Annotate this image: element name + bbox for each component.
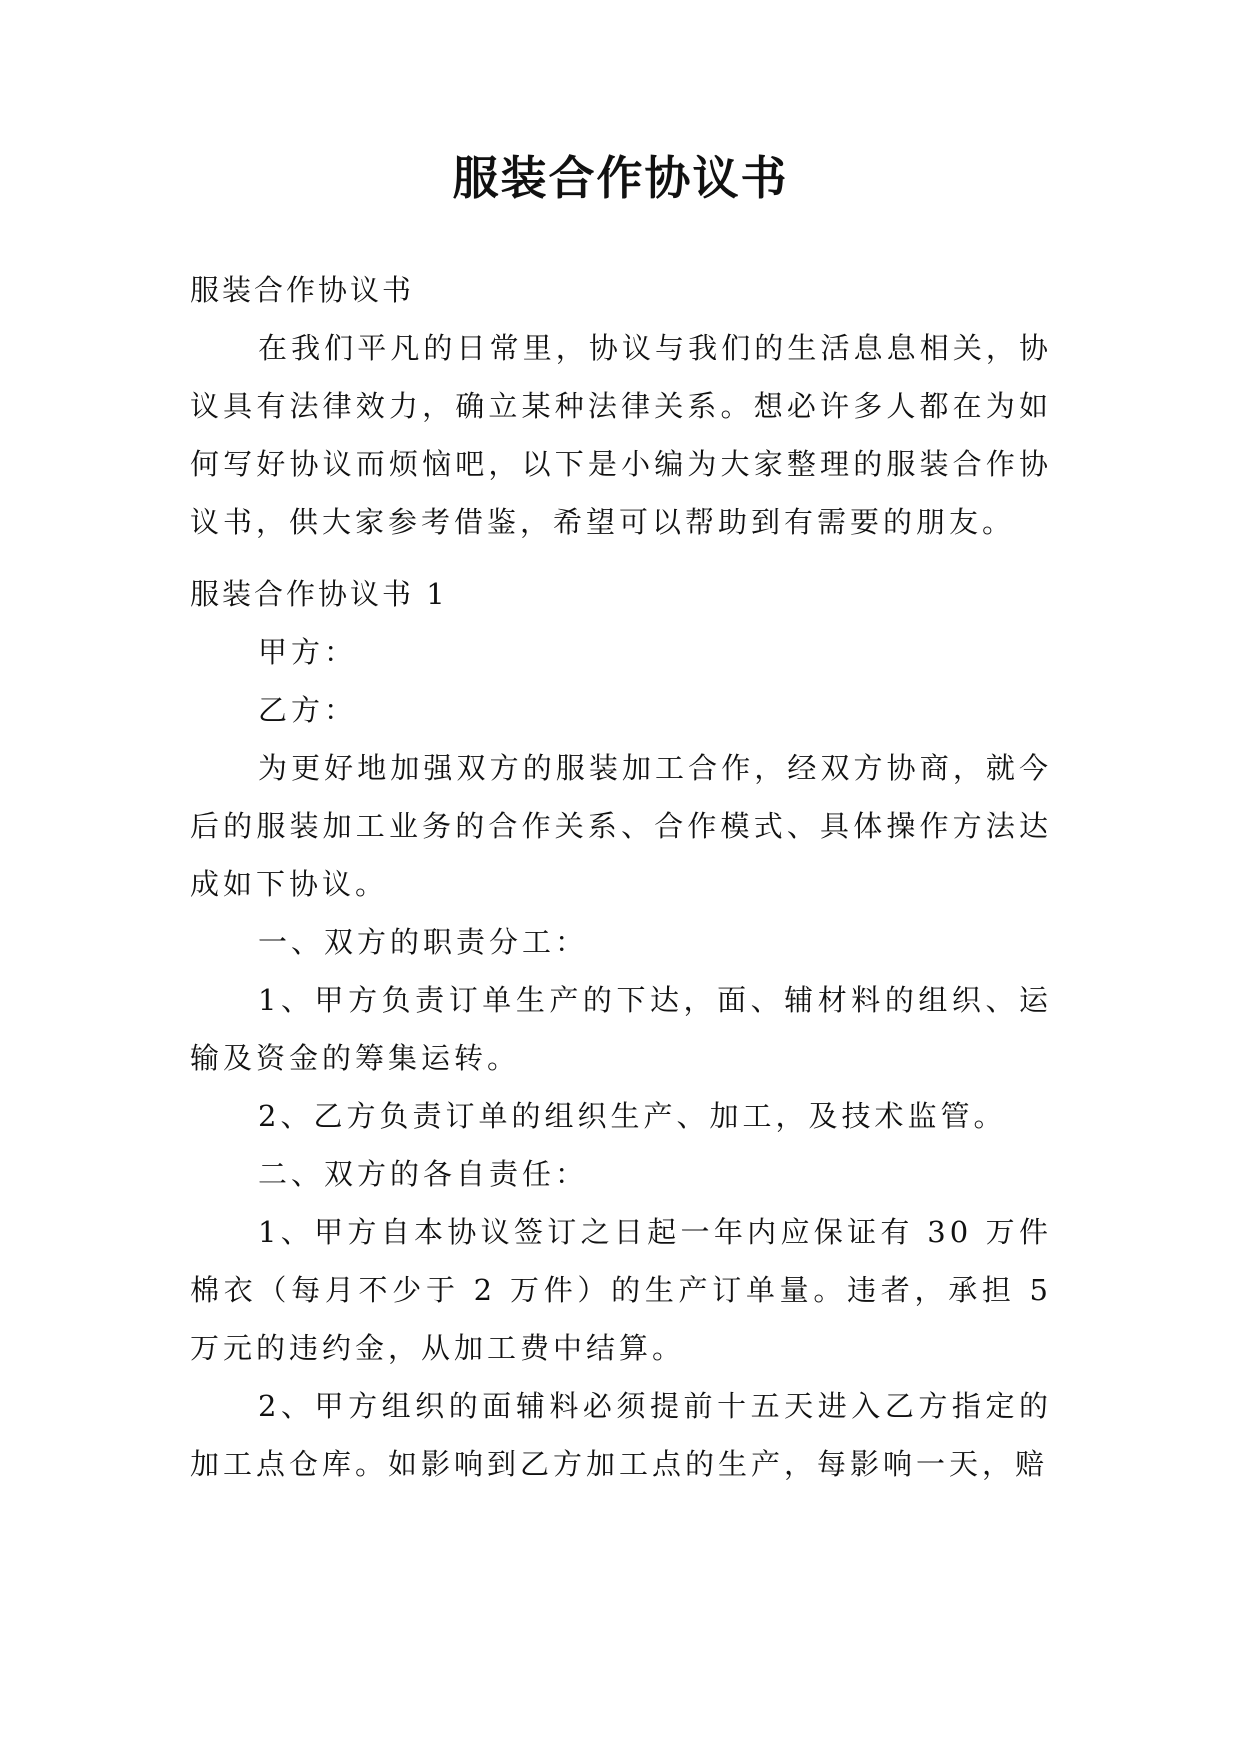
clause-responsibility-2: 2、甲方组织的面辅料必须提前十五天进入乙方指定的加工点仓库。如影响到乙方加工点的生产，每影响一天，赔: [190, 1389, 1052, 1481]
clause-responsibility-1: 1、甲方自本协议签订之日起一年内应保证有 30 万件棉衣（每月不少于 2 万件）的生产订单量。违者，承担 5 万元的违约金，从加工费中结算。: [190, 1215, 1052, 1365]
intro-heading: 服装合作协议书: [190, 273, 415, 307]
section-heading-responsibilities: 二、双方的各自责任：: [258, 1157, 589, 1191]
clause-duty-2: 2、乙方负责订单的组织生产、加工，及技术监管。: [258, 1099, 1007, 1133]
intro-section: [190, 261, 1052, 551]
section-heading-duties: 一、双方的职责分工：: [258, 925, 589, 959]
agreement-1-heading: 服装合作协议书 1: [190, 577, 448, 611]
preamble-paragraph: 为更好地加强双方的服装加工合作，经双方协商，就今后的服装加工业务的合作关系、合作模式、具体操作方法达成如下协议。: [190, 751, 1052, 901]
party-a-line: 甲方：: [258, 635, 358, 669]
document-title: 服装合作协议书: [452, 151, 789, 205]
agreement-1-section: [190, 565, 1052, 1493]
intro-paragraph: 在我们平凡的日常里，协议与我们的生活息息相关，协议具有法律效力，确立某种法律关系。想必许多人都在为如何写好协议而烦恼吧，以下是小编为大家整理的服装合作协议书，供大家参考借鉴，希望可以帮助到有需要的朋友。: [190, 331, 1052, 539]
clause-duty-1: 1、甲方负责订单生产的下达，面、辅材料的组织、运输及资金的筹集运转。: [190, 983, 1052, 1075]
party-b-line: 乙方：: [258, 693, 358, 727]
